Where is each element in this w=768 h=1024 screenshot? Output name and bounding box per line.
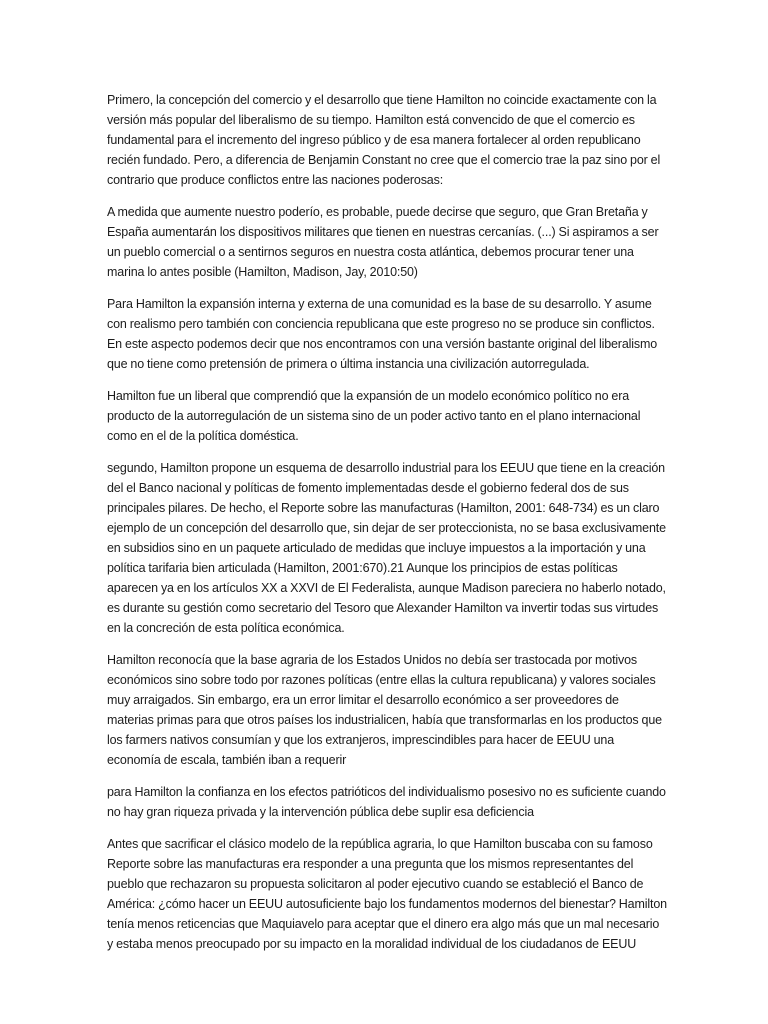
- document-page: [107, 90, 667, 966]
- paragraph-comercio-desarrollo: Primero, la concepción del comercio y el desarrollo que tiene Hamilton no coincide exactamente con la versión más popular del liberalismo de su tiempo. Hamilton está convencido de que el comercio es fundamental para el incremento del ingreso público y de esa manera fortalecer al orden republicano recién fundado. Pero, a diferencia de Benjamin Constant no cree que el comercio trae la paz sino por el contrario que produce conflictos entre las naciones poderosas:: [107, 93, 661, 187]
- paragraph-expansion: Para Hamilton la expansión interna y externa de una comunidad es la base de su desarrollo. Y asume con realismo pero también con conciencia republicana que este progreso no se produce sin conflictos. En este aspecto podemos decir que nos encontramos con una versión bastante original del liberalismo que no tiene como pretensión de primera o última instancia una civilización autorregulada.: [107, 297, 658, 371]
- paragraph-quote-federalist: A medida que aumente nuestro poderío, es probable, puede decirse que seguro, que Gran Bretaña y España aumentarán los dispositivos militares que tienen en nuestras cercanías. (...) Si aspiramos a ser un pueblo comercial o a sentirnos seguros en nuestra costa atlántica, debemos procurar tener una marina lo antes posible (Hamilton, Madison, Jay, 2010:50): [107, 205, 659, 279]
- paragraph-liberal: Hamilton fue un liberal que comprendió que la expansión de un modelo económico político no era producto de la autorregulación de un sistema sino de un poder activo tanto en el plano internacional como en el de la política doméstica.: [107, 389, 641, 443]
- paragraph-base-agraria: Hamilton reconocía que la base agraria de los Estados Unidos no debía ser trastocada por motivos económicos sino sobre todo por razones políticas (entre ellas la cultura republicana) y valores sociales muy arraigados. Sin embargo, era un error limitar el desarrollo económico a ser proveedores de materias primas para que otros países los industrialicen, había que transformarlas en los productos que los farmers nativos consumían y que los extranjeros, imprescindibles para hacer de EEUU una economía de escala, también iban a requerir: [107, 653, 662, 767]
- paragraph-individualismo: para Hamilton la confianza en los efectos patrióticos del individualismo posesivo no es suficiente cuando no hay gran riqueza privada y la intervención pública debe suplir esa deficiencia: [107, 785, 666, 819]
- paragraph-republica-agraria: Antes que sacrificar el clásico modelo de la república agraria, lo que Hamilton buscaba con su famoso Reporte sobre las manufacturas era responder a una pregunta que los mismos representantes del pueblo que rechazaron su propuesta solicitaron al poder ejecutivo cuando se estableció el Banco de América: ¿cómo hacer un EEUU autosuficiente bajo los fundamentos modernos del bienestar? Hamilton tenía menos reticencias que Maquiavelo para aceptar que el dinero era algo más que un mal necesario y estaba menos preocupado por su impacto en la moralidad individual de los ciudadanos de EEUU: [107, 837, 667, 951]
- paragraph-desarrollo-industrial: segundo, Hamilton propone un esquema de desarrollo industrial para los EEUU que tiene en la creación del el Banco nacional y políticas de fomento implementadas desde el gobierno federal dos de sus principales pilares. De hecho, el Reporte sobre las manufacturas (Hamilton, 2001: 648-734) es un claro ejemplo de un concepción del desarrollo que, sin dejar de ser proteccionista, no se basa exclusivamente en subsidios sino en un paquete articulado de medidas que incluye impuestos a la importación y una política tarifaria bien articulada (Hamilton, 2001:670).21 Aunque los principios de estas políticas aparecen ya en los artículos XX a XXVI de El Federalista, aunque Madison pareciera no haberlo notado, es durante su gestión como secretario del Tesoro que Alexander Hamilton va invertir todas sus virtudes en la concreción de esta política económica.: [107, 461, 666, 635]
